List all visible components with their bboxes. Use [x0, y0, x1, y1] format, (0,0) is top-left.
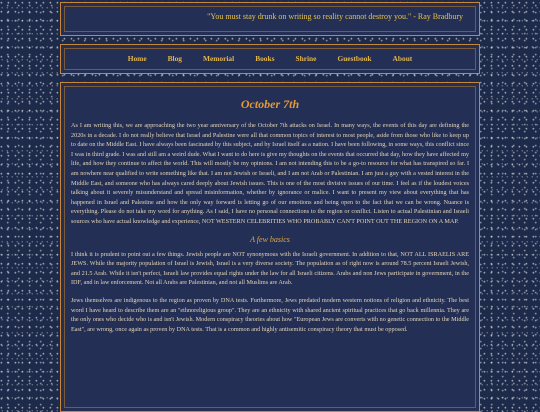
header-banner	[60, 2, 480, 36]
main-content	[60, 82, 480, 412]
nav-bar	[60, 44, 480, 74]
nav-guestbook[interactable]: Guestbook	[337, 54, 372, 63]
nav-memorial[interactable]: Memorial	[202, 54, 235, 63]
post-title: October 7th	[240, 97, 300, 111]
nav-home[interactable]: Home	[127, 54, 147, 63]
basics-paragraph-1: I think it is prudent to point out a few things. Jewish people are NOT synonymous with the Israeli government. In addition to that, NOT ALL ISRAELIS ARE JEWS. While the majority population of Israel is Jewish, Israel is a very diverse society. The population as of right now is around 78.5 percent Israeli Jewish, and 21.5 Arab. While it isn't perfect, Israeli law provides equal rights under the law for all Israeli citizens. Arabs and non Jews participate in government, in the IDF, and in law enforcement. Not all Arabs are Palestinian, and not all Muslims are Arab.	[71, 250, 469, 287]
nav-links	[61, 54, 479, 63]
basics-paragraph-2: Jews themselves are indigenous to the region as proven by DNA tests. Furthermore, Jews predated modern western notions of religion and ethnicity. The best word I have heard to describe them are an "ethnoreligious group". They are an ethnicity with shared ancient spiritual practices that go back millennia. They are the only ones who decide who is and isn't Jewish. Modern conspiracy theories about how "European Jews are converts with no genetic connection to the Middle East", are wrong, once again as proven by DNA tests. That is a common and highly antisemitic conspiracy theory that must be opposed.	[71, 296, 469, 333]
nav-blog[interactable]: Blog	[167, 54, 182, 63]
section-heading: A few basics	[250, 234, 290, 244]
nav-books[interactable]: Books	[255, 54, 275, 63]
nav-shrine[interactable]: Shrine	[295, 54, 317, 63]
nav-about[interactable]: About	[392, 54, 413, 63]
intro-paragraph: As I am writing this, we are approaching the two year anniversary of the October 7th attacks on Israel. In many ways, the events of this day are defining the 2020s in a decade. I do not really believe that Israel and Palestine were all that common topics of interest to most people, aside from those who like to keep up to date on the Middle East. I have always been fascinated by this subject, and by Israel itself as a nation. I have been following, in some ways, this conflict since I was in third grade. I was and still am a weird dude. What I want to do here is give my thoughts on the events that occurred that day, how they have affected my life, and how they continue to affect the world. This will mostly be my opinions. I am not intending this to be a go-to resource for what has transpired so far. I am nowhere near qualified to write something like that. I am not Jewish or Israeli, and I am not Arab or Palestinian. I am just a guy with a vested interest in the Middle East, and someone who has always cared deeply about Jewish issues. This is one of the most divisive issues of our time. I feel as if the loudest voices talking about it severely misunderstand and spread misinformation, whether by ignorance or malice. I want to present my view about everything that has happened in Israel and Palestine and how the only way forward is letting go of our emotions and being open to the fact that we can be wrong. Nuance is everything. Please do not take my word for anything. As I said, I have no personal connections to the region or conflict. Listen to actual Palestinian and Israeli sources who have actual knowledge and experience, NOT WESTERN CELEBRITIES WHO PROBABLY CAN'T POINT OUT THE REGION ON A MAP.	[71, 122, 469, 225]
header-quote: "You must stay drunk on writing so reality cannot destroy you." - Ray Bradbury	[207, 12, 463, 21]
